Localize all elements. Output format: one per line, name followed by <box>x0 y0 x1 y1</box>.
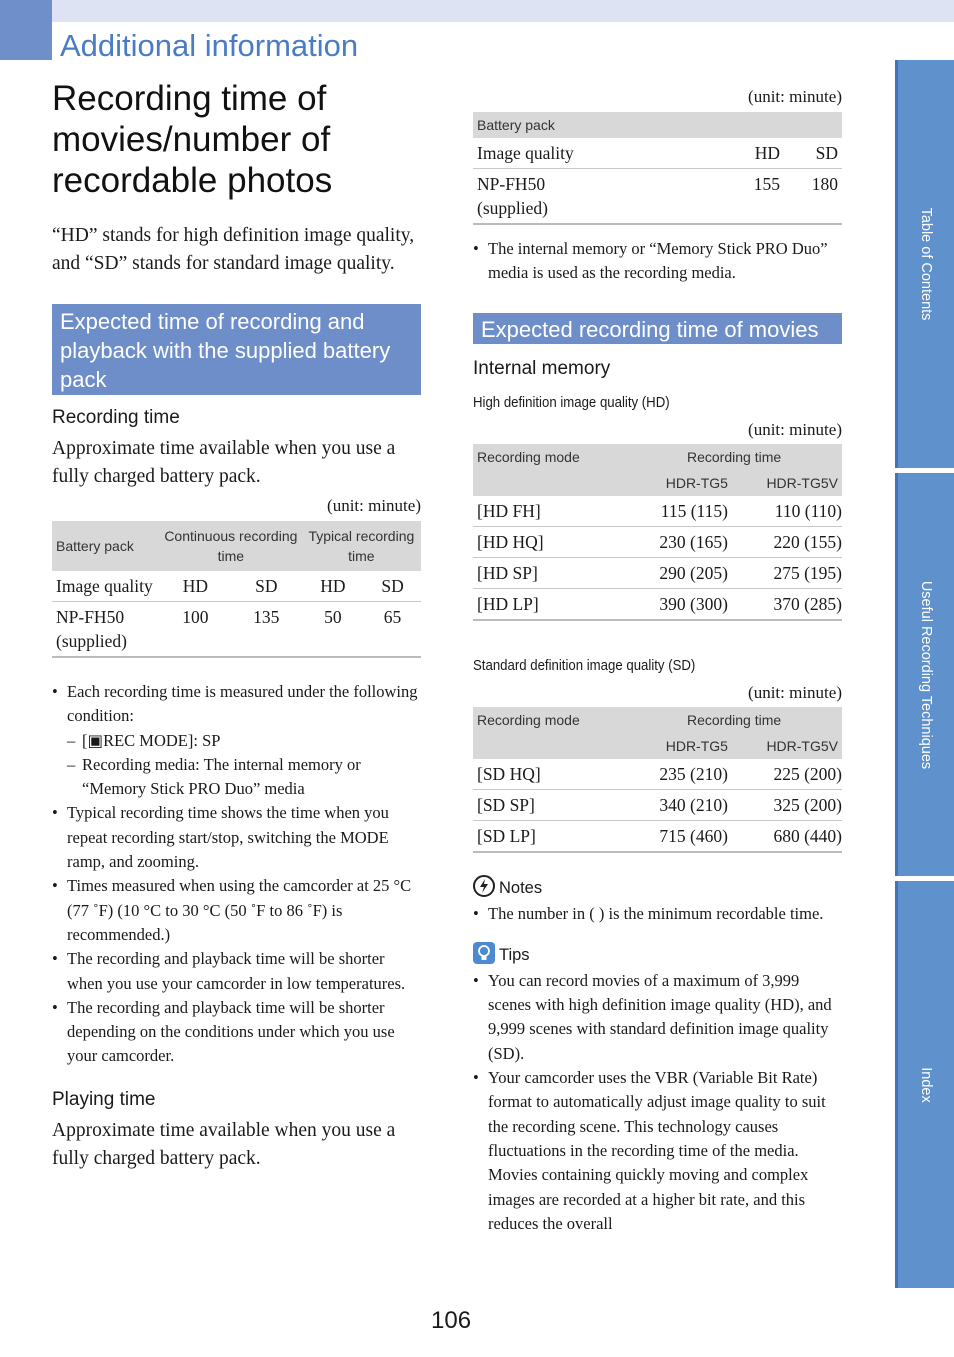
table-cell: 110 (110) <box>732 496 842 527</box>
list-item: – Recording media: The internal memory or “Memory Stick PRO Duo” media <box>67 753 421 802</box>
unit-label: (unit: minute) <box>748 419 842 439</box>
battery-recording-table <box>52 521 421 658</box>
bullet-text: Each recording time is measured under the following condition: <box>67 682 418 726</box>
list-item: • Your camcorder uses the VBR (Variable Bit Rate) format to automatically adjust image quality to suit the recording scene. This technology causes fluctuations in the recording time of the media. Movies containing quickly moving and complex images are recorded at a higher bit rate, and this reduces the overall <box>473 1066 842 1236</box>
table-cell: 715 (460) <box>626 820 732 852</box>
list-item: • The number in ( ) is the minimum recordable time. <box>473 902 842 926</box>
mode-cell: [HD SP] <box>473 557 626 588</box>
table-cell: 325 (200) <box>732 789 842 820</box>
header-hdr-tg5: HDR-TG5 <box>626 470 732 496</box>
conditions-list <box>52 680 421 1069</box>
notes-label: Notes <box>499 878 543 897</box>
unit-label: (unit: minute) <box>748 87 842 106</box>
table-row <box>473 588 842 620</box>
hd-label: HD <box>160 571 231 602</box>
table-cell: 225 (200) <box>732 759 842 790</box>
table-row <box>473 820 842 852</box>
list-item: • The internal memory or “Memory Stick PRO Duo” media is used as the recording media. <box>473 237 842 286</box>
quality-label: Image quality <box>473 138 706 169</box>
header-recording-mode: Recording mode <box>473 444 626 496</box>
table-cell: 680 (440) <box>732 820 842 852</box>
playing-note-list <box>473 237 842 286</box>
table-row <box>473 169 842 225</box>
table-cell: 390 (300) <box>626 588 732 620</box>
tab-label: Table of Contents <box>918 207 934 321</box>
table-row <box>473 789 842 820</box>
section-label: Additional information <box>60 28 359 63</box>
mode-cell: [SD SP] <box>473 789 626 820</box>
recording-time-desc: Approximate time available when you use a fully charged battery pack. <box>52 438 396 487</box>
table-cell: 65 <box>364 602 421 658</box>
tab-index[interactable] <box>895 881 954 1288</box>
list-item <box>52 680 421 801</box>
table-cell: 100 <box>160 602 231 658</box>
header-hdr-tg5: HDR-TG5 <box>626 733 732 759</box>
battery-playing-table <box>473 112 842 225</box>
movies-section-heading: Expected recording time of movies <box>473 313 842 344</box>
hd-recording-table <box>473 444 842 621</box>
notes-heading <box>473 875 842 902</box>
sd-quality-title: Standard definition image quality (SD) <box>473 656 696 674</box>
tips-label: Tips <box>499 945 530 964</box>
notes-icon <box>473 875 495 902</box>
table-cell: 235 (210) <box>626 759 732 790</box>
table-header-row <box>473 444 842 470</box>
table-header-row <box>473 112 842 138</box>
right-column <box>473 86 842 1236</box>
header-battery-pack: Battery pack <box>473 112 842 138</box>
header-hdr-tg5v: HDR-TG5V <box>732 733 842 759</box>
battery-name-text: NP-FH50 (supplied) <box>477 174 548 218</box>
corner-block <box>0 0 52 60</box>
table-cell: 180 <box>784 169 842 225</box>
list-item: • Times measured when using the camcorder at 25 °C (77 ˚F) (10 °C to 30 °C (50 ˚F to 86 ˚F) is recommended.) <box>52 874 421 947</box>
header-typical: Typical recording time <box>302 521 421 571</box>
table-row <box>473 759 842 790</box>
tab-table-of-contents[interactable] <box>895 60 954 468</box>
hd-label: HD <box>706 138 784 169</box>
table-row <box>473 557 842 588</box>
notes-list <box>473 902 842 926</box>
battery-name <box>473 169 706 225</box>
table-cell: 290 (205) <box>626 557 732 588</box>
battery-name: NP-FH50 (supplied) <box>52 602 160 658</box>
internal-memory-subhead: Internal memory <box>473 357 611 379</box>
table-cell: 220 (155) <box>732 526 842 557</box>
list-item: – [▣REC MODE]: SP <box>67 729 421 753</box>
list-item: • The recording and playback time will be shorter when you use your camcorder in low temperatures. <box>52 947 421 996</box>
sub-list <box>67 729 421 802</box>
table-cell: 370 (285) <box>732 588 842 620</box>
side-navigation <box>895 60 954 1290</box>
header-recording-time: Recording time <box>626 444 842 470</box>
battery-section-heading: Expected time of recording and playback with the supplied battery pack <box>52 304 421 395</box>
tips-list <box>473 969 842 1236</box>
table-cell: 340 (210) <box>626 789 732 820</box>
table-cell: 230 (165) <box>626 526 732 557</box>
unit-label: (unit: minute) <box>748 682 842 702</box>
recording-time-subhead: Recording time <box>52 407 180 428</box>
header-battery-pack: Battery pack <box>52 521 160 571</box>
tab-label: Useful Recording Techniques <box>918 580 934 769</box>
mode-cell: [HD LP] <box>473 588 626 620</box>
sd-label: SD <box>364 571 421 602</box>
lightbulb-icon <box>473 942 495 969</box>
table-row <box>52 571 421 602</box>
table-cell: 135 <box>231 602 302 658</box>
page-number: 106 <box>431 1307 472 1334</box>
table-cell: 50 <box>302 602 364 658</box>
playing-time-desc: Approximate time available when you use a fully charged battery pack. <box>52 1119 396 1169</box>
hd-label: HD <box>302 571 364 602</box>
table-row <box>52 602 421 658</box>
table-cell: 275 (195) <box>732 557 842 588</box>
mode-cell: [HD HQ] <box>473 526 626 557</box>
mode-cell: [HD FH] <box>473 496 626 527</box>
table-row <box>473 526 842 557</box>
mode-cell: [SD LP] <box>473 820 626 852</box>
header-hdr-tg5v: HDR-TG5V <box>732 470 842 496</box>
list-item: • You can record movies of a maximum of 3,999 scenes with high definition image quality (HD), and 9,999 scenes with standard definition image quality (SD). <box>473 969 842 1066</box>
page-title: Recording time of movies/number of recordable photos <box>52 79 333 200</box>
table-header-row <box>52 521 421 571</box>
tab-useful-recording-techniques[interactable] <box>895 473 954 876</box>
sd-label: SD <box>231 571 302 602</box>
header-recording-time: Recording time <box>626 707 842 733</box>
header-continuous: Continuous recording time <box>160 521 302 571</box>
sd-label: SD <box>784 138 842 169</box>
tab-label: Index <box>918 1066 934 1103</box>
header-recording-mode: Recording mode <box>473 707 626 759</box>
list-item: • The recording and playback time will be shorter depending on the conditions under which you use your camcorder. <box>52 996 421 1069</box>
quality-label: Image quality <box>52 571 160 602</box>
table-row <box>473 138 842 169</box>
tips-heading <box>473 942 842 969</box>
playing-time-subhead: Playing time <box>52 1088 156 1110</box>
sd-recording-table <box>473 707 842 853</box>
table-cell: 155 <box>706 169 784 225</box>
list-item: • Typical recording time shows the time when you repeat recording start/stop, switching the MODE ramp, and zooming. <box>52 801 421 874</box>
unit-label: (unit: minute) <box>327 496 421 515</box>
table-header-row <box>473 707 842 733</box>
intro-text: “HD” stands for high definition image quality, and “SD” stands for standard image quality. <box>52 225 415 274</box>
top-bar <box>52 0 954 22</box>
mode-cell: [SD HQ] <box>473 759 626 790</box>
left-column <box>52 222 421 1173</box>
table-row <box>473 496 842 527</box>
table-cell: 115 (115) <box>626 496 732 527</box>
hd-quality-title: High definition image quality (HD) <box>473 393 670 411</box>
